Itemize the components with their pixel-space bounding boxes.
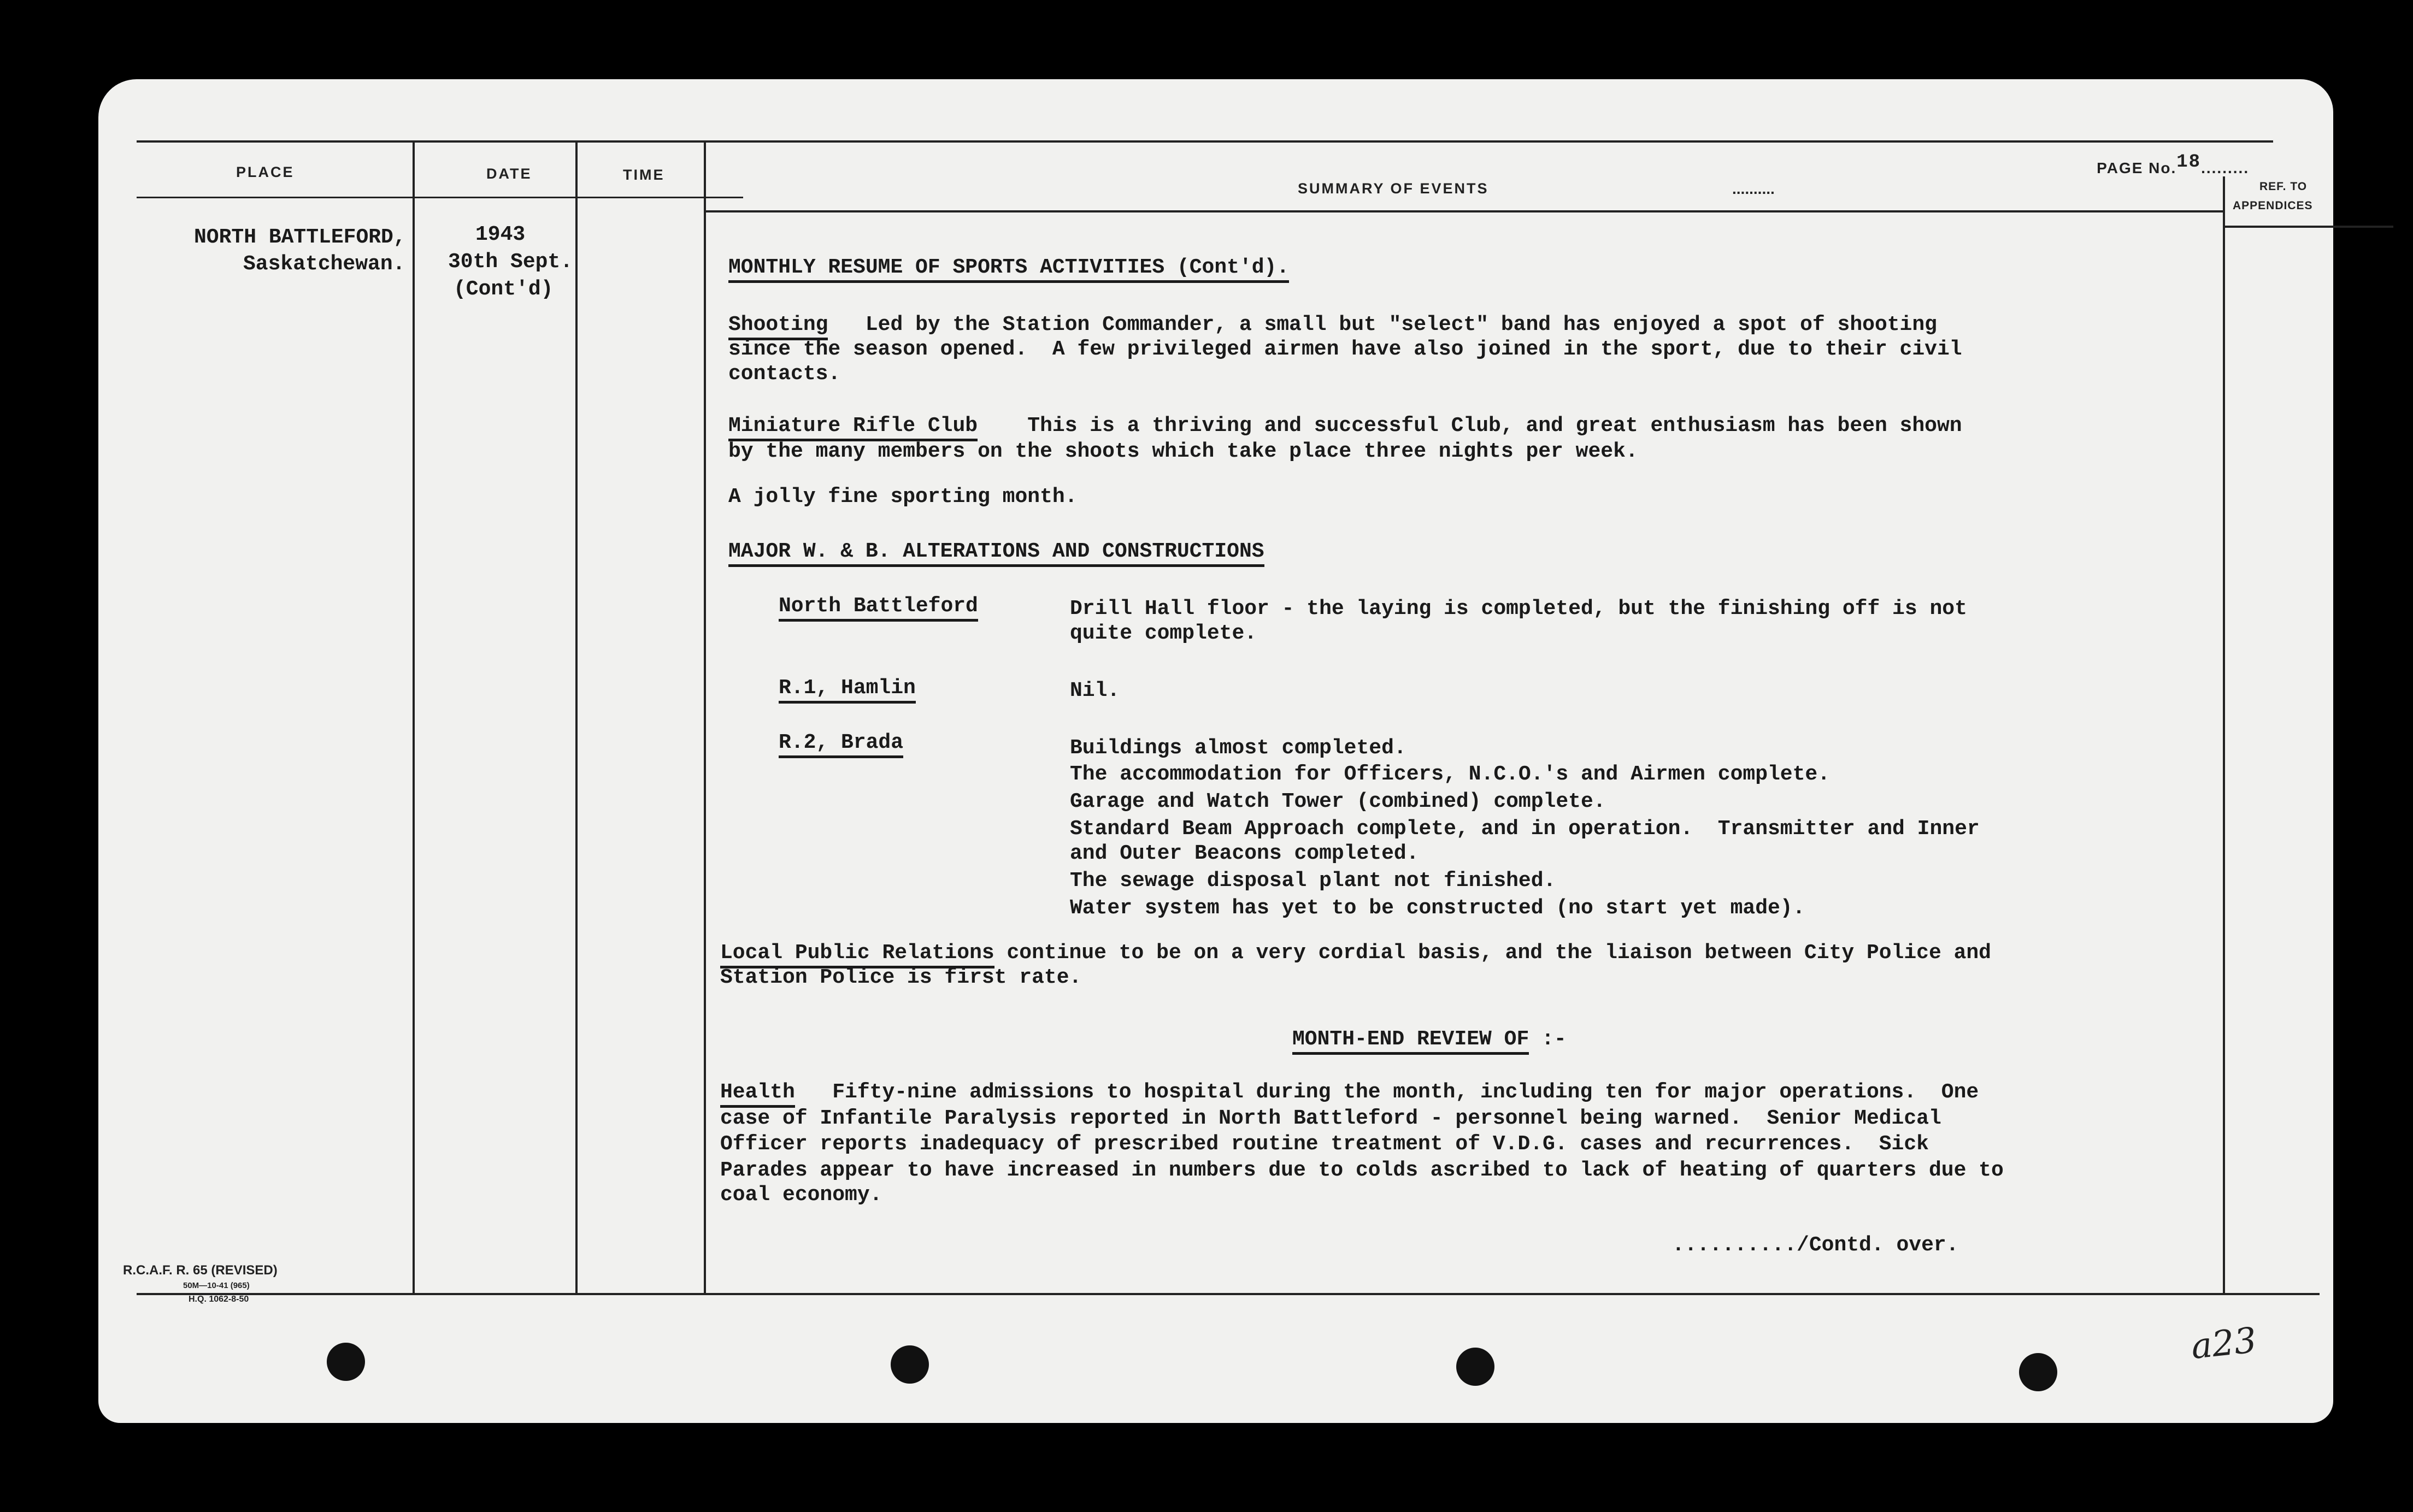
hamlin-text: Nil.: [1070, 679, 1120, 702]
health-line4: Parades appear to have increased in numbers due to colds ascribed to lack of heating of quarters due to: [720, 1159, 2004, 1182]
page-number: 18: [2176, 152, 2202, 173]
wb-heading: MAJOR W. & B. ALTERATIONS AND CONSTRUCTIONS: [728, 538, 1264, 565]
health-line5: coal economy.: [720, 1183, 882, 1207]
shooting-line3: contacts.: [728, 362, 841, 386]
nb-label: North Battleford: [779, 593, 978, 619]
punch-hole: [891, 1345, 929, 1384]
health-label: Health: [720, 1080, 795, 1108]
page-number-label: [2075, 141, 2249, 197]
brada-line6: The sewage disposal plant not finished.: [1070, 869, 1556, 893]
column-divider-date: [575, 142, 578, 1295]
jolly-line: A jolly fine sporting month.: [728, 485, 1078, 509]
header-place: PLACE: [236, 164, 295, 180]
brada-line3: Garage and Watch Tower (combined) complete.: [1070, 790, 1606, 813]
shooting-paragraph: Shooting Led by the Station Commander, a small but "select" band has enjoyed a spot of shooting: [728, 311, 1937, 338]
brada-line1: Buildings almost completed.: [1070, 736, 1406, 760]
column-divider-time: [704, 142, 706, 1295]
continued-note: ........../Contd. over.: [1672, 1233, 1959, 1257]
pr-line2: Station Police is first rate.: [720, 966, 1082, 989]
nb-line1: Drill Hall floor - the laying is completed, but the finishing off is not: [1070, 597, 1967, 621]
brada-line2: The accommodation for Officers, N.C.O.'s and Airmen complete.: [1070, 763, 1831, 786]
date-year: 1943: [475, 223, 526, 246]
form-code-line2: 50M—10-41 (965): [183, 1281, 250, 1290]
summary-dots: ..........: [1732, 180, 1775, 197]
header-date: DATE: [486, 166, 532, 182]
rifle-line2: by the many members on the shoots which take place three nights per week.: [728, 440, 1638, 463]
form-code-line3: H.Q. 1062-8-50: [189, 1295, 249, 1304]
place-line2: Saskatchewan.: [243, 252, 405, 276]
brada-line4: Standard Beam Approach complete, and in operation. Transmitter and Inner: [1070, 817, 1980, 841]
pr-label: Local Public Relations: [720, 941, 994, 968]
punch-hole: [1456, 1348, 1494, 1386]
public-relations-paragraph: Local Public Relations continue to be on a very cordial basis, and the liaison between City Police and: [720, 940, 1991, 966]
brada-label: R.2, Brada: [779, 729, 903, 756]
hamlin-label: R.1, Hamlin: [779, 675, 916, 701]
page-number-dots: .........: [2201, 160, 2250, 176]
sports-heading: MONTHLY RESUME OF SPORTS ACTIVITIES (Cont'd).: [728, 254, 1289, 281]
rifle-label: Miniature Rifle Club: [728, 414, 978, 441]
bottom-rule: [137, 1293, 2320, 1295]
date-contd: (Cont'd): [454, 277, 554, 301]
health-line3: Officer reports inadequacy of prescribed routine treatment of V.D.G. cases and recurrences. Sick: [720, 1132, 1929, 1156]
handwritten-note: a23: [2189, 1320, 2259, 1368]
date-day: 30th Sept.: [448, 250, 573, 274]
rifle-paragraph: Miniature Rifle Club This is a thriving and successful Club, and great enthusiasm has been shown: [728, 412, 1962, 439]
form-code-line1: R.C.A.F. R. 65 (REVISED): [123, 1263, 278, 1278]
header-ref-line2: APPENDICES: [2233, 199, 2313, 212]
nb-line2: quite complete.: [1070, 622, 1257, 645]
header-ref-line1: REF. TO: [2259, 180, 2308, 193]
top-rule: [137, 140, 2273, 143]
column-divider-ref: [2223, 176, 2225, 1295]
health-paragraph: Health Fifty-nine admissions to hospital during the month, including ten for major operations. One: [720, 1079, 1979, 1106]
header-rule-left: [137, 197, 743, 198]
header-time: TIME: [623, 167, 665, 183]
brada-line7: Water system has yet to be constructed (no start yet made).: [1070, 896, 1805, 920]
shooting-line2: since the season opened. A few privileged airmen have also joined in the sport, due to their civil: [728, 338, 1962, 361]
health-line2: case of Infantile Paralysis reported in North Battleford - personnel being warned. Senior Medical: [720, 1107, 1941, 1130]
shooting-label: Shooting: [728, 313, 828, 340]
brada-line5: and Outer Beacons completed.: [1070, 842, 1419, 865]
review-heading: MONTH-END REVIEW OF :-: [1292, 1026, 1567, 1053]
punch-hole: [2019, 1353, 2057, 1391]
header-rule-summary: [705, 210, 2224, 212]
place-line1: NORTH BATTLEFORD,: [194, 226, 406, 249]
header-rule-ref: [2224, 226, 2393, 228]
punch-hole: [327, 1343, 365, 1381]
header-summary: SUMMARY OF EVENTS: [1298, 180, 1489, 197]
record-card: [98, 79, 2333, 1423]
page-label: PAGE No.: [2097, 160, 2177, 176]
column-divider-place: [413, 142, 415, 1295]
